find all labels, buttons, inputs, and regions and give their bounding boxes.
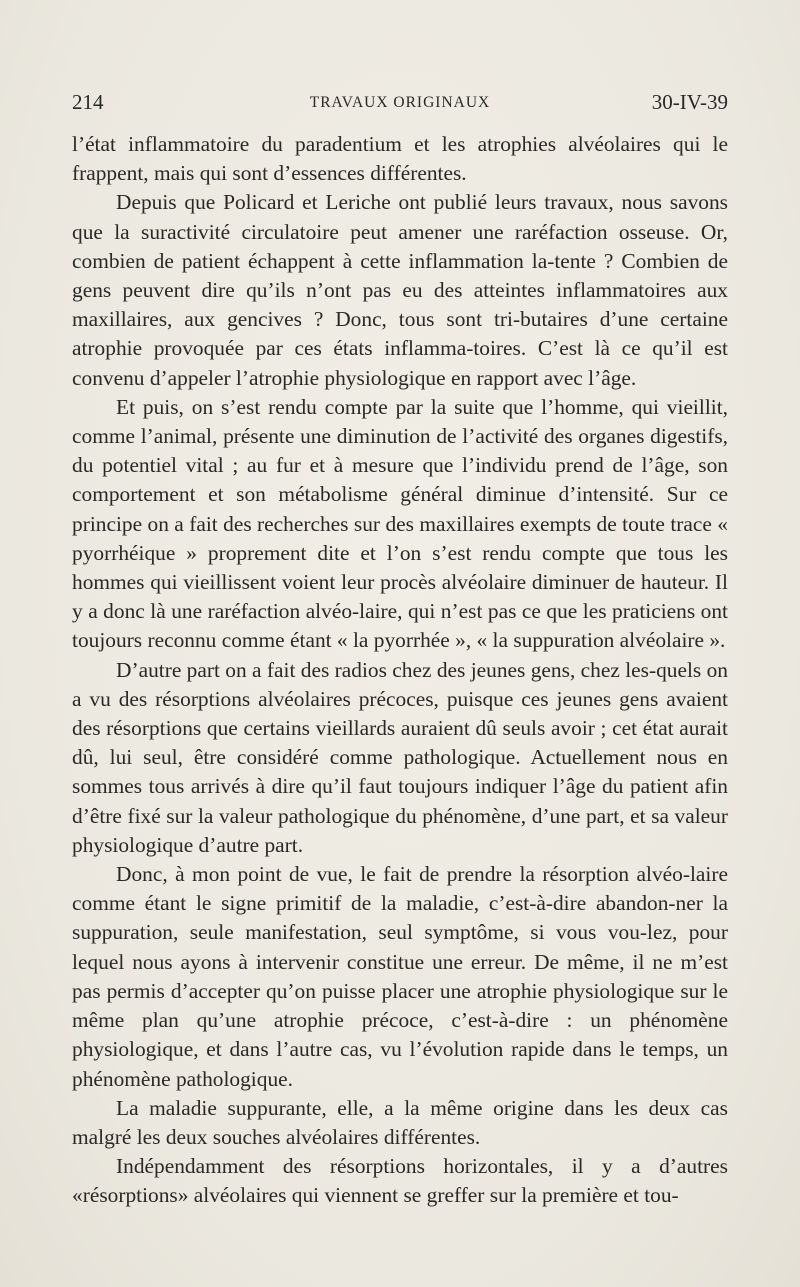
paragraph: La maladie suppurante, elle, a la même origine dans les deux cas malgré les deux souches alvéolaires différentes.: [72, 1095, 728, 1149]
paragraph: Indépendamment des résorptions horizontales, il y a d’autres «résorptions» alvéolaires qui viennent se greffer sur la première et tou-: [72, 1154, 728, 1208]
header-date: 30-IV-39: [651, 90, 728, 114]
paragraph: Et puis, on s’est rendu compte par la suite que l’homme, qui vieillit, comme l’animal, présente une diminution de l’activité des organes digestifs, du potentiel vital ; au fur et à mesure que l’individu prend de l’âge, son comportement et son métabolisme général diminue d’intensité. Sur ce principe on a fait des recherches sur des maxillaires exempts de toute trace « pyorrhéique » proprement dite et l’on s’est rendu compte que tous les hommes qui vieillissent voient leur procès alvéolaire diminuer de hauteur. Il y a donc là une raréfaction alvéo-laire, qui n’est pas ce que les praticiens ont toujours reconnu comme étant « la pyorrhée », « la suppuration alvéolaire ».: [72, 394, 728, 653]
paragraph-continuation: l’état inflammatoire du paradentium et les atrophies alvéolaires qui le frappent, mais qui sont d’essences différentes.: [72, 132, 728, 186]
paragraph: D’autre part on a fait des radios chez des jeunes gens, chez les-quels on a vu des résorptions alvéolaires précoces, puisque ces jeunes gens avaient des résorptions que certains vieillards auraient dû seuls avoir ; cet état aurait dû, lui seul, être considéré comme pathologique. Actuellement nous en sommes tous arrivés à dire qu’il faut toujours indiquer l’âge du patient afin d’être fixé sur la valeur pathologique du phénomène, d’une part, et sa valeur physiologique d’autre part.: [72, 657, 728, 857]
body-text: [72, 130, 728, 1211]
running-title: TRAVAUX ORIGINAUX: [309, 94, 491, 111]
paragraph: Depuis que Policard et Leriche ont publié leurs travaux, nous savons que la suractivité circulatoire peut amener une raréfaction osseuse. Or, combien de patient échappent à cette inflammation la-tente ? Combien de gens peuvent dire qu’ils n’ont pas eu des atteintes inflammatoires aux maxillaires, aux gencives ? Donc, tous sont tri-butaires d’une certaine atrophie provoquée par ces états inflamma-toires. C’est là ce qu’il est convenu d’appeler l’atrophie physiologique en rapport avec l’âge.: [72, 190, 728, 390]
paragraph: Donc, à mon point de vue, le fait de prendre la résorption alvéo-laire comme étant le signe primitif de la maladie, c’est-à-dire abandon-ner la suppuration, seule manifestation, seul symptôme, si vous vou-lez, pour lequel nous ayons à intervenir constitue une erreur. De même, il ne m’est pas permis d’accepter qu’on puisse placer une atrophie physiologique sur le même plan qu’une atrophie précoce, c’est-à-dire : un phénomène physiologique, et dans l’autre cas, vu l’évolution rapide dans le temps, un phénomène pathologique.: [72, 862, 728, 1091]
page-number: 214: [72, 90, 104, 114]
running-header: [72, 89, 728, 115]
